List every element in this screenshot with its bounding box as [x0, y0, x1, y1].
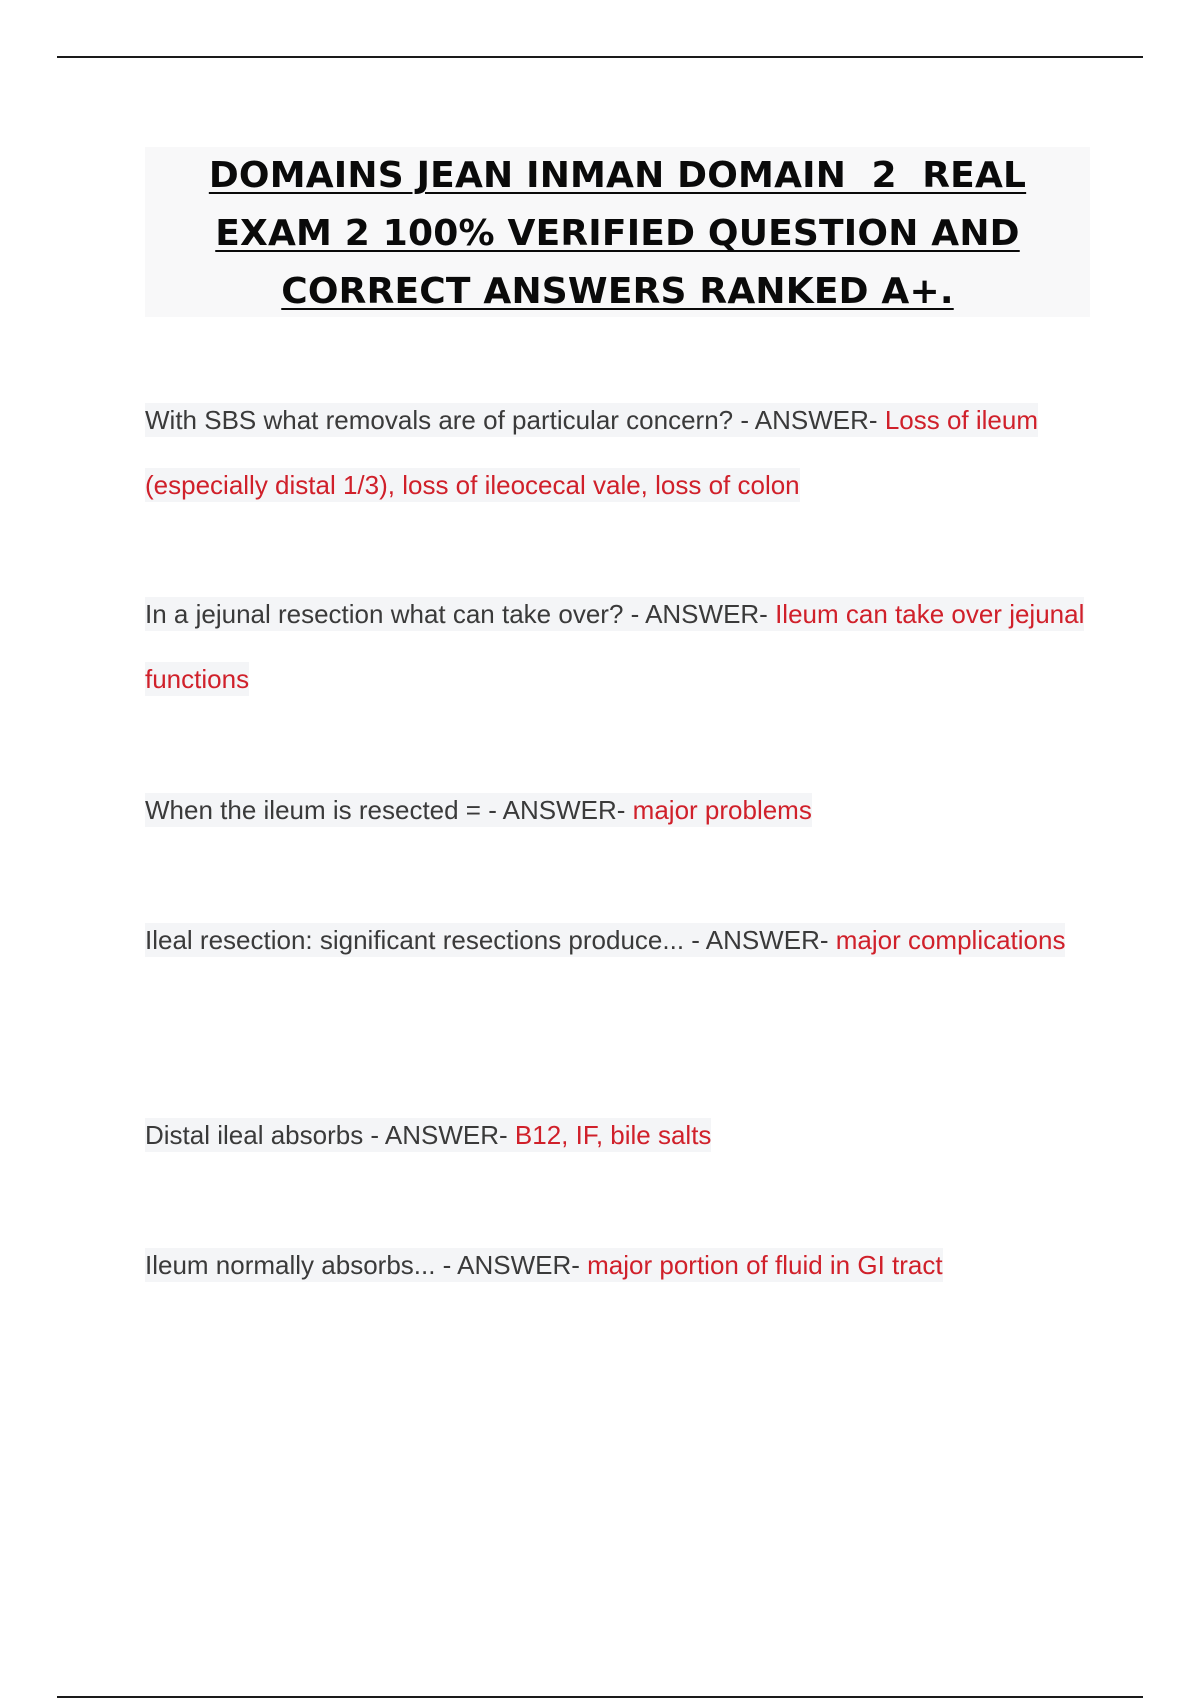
question-text: Ileum normally absorbs... - ANSWER- [145, 1250, 588, 1280]
answer-text: major portion of fluid in GI tract [587, 1250, 943, 1280]
qa-item-3 [145, 778, 1095, 843]
answer-text: major problems [632, 795, 812, 825]
bottom-rule [57, 1696, 1143, 1698]
question-text: With SBS what removals are of particular concern? - ANSWER- [145, 405, 885, 435]
qa-item-5 [145, 1103, 1095, 1168]
answer-text: B12, IF, bile salts [514, 1120, 712, 1150]
document-title [145, 147, 1090, 317]
question-text: In a jejunal resection what can take over? - ANSWER- [145, 599, 776, 629]
title-line-1: DOMAINS JEAN INMAN DOMAIN 2 REAL [208, 155, 1027, 196]
title-line-3: CORRECT ANSWERS RANKED A+. [281, 271, 954, 312]
top-rule [57, 56, 1143, 58]
answer-text: major complications [835, 925, 1066, 955]
qa-item-1 [145, 388, 1095, 518]
qa-item-2 [145, 582, 1095, 712]
question-text: Ileal resection: significant resections produce... - ANSWER- [145, 925, 836, 955]
answer-text: Loss of ileum (especially distal 1/3), loss of ileocecal vale, loss of colon [145, 405, 1038, 500]
qa-item-4 [145, 908, 1095, 973]
question-text: Distal ileal absorbs - ANSWER- [145, 1120, 515, 1150]
answer-text: Ileum can take over jejunal functions [145, 599, 1085, 694]
question-text: When the ileum is resected = - ANSWER- [145, 795, 633, 825]
qa-item-6 [145, 1233, 1095, 1298]
title-line-2: EXAM 2 100% VERIFIED QUESTION AND [215, 213, 1020, 254]
